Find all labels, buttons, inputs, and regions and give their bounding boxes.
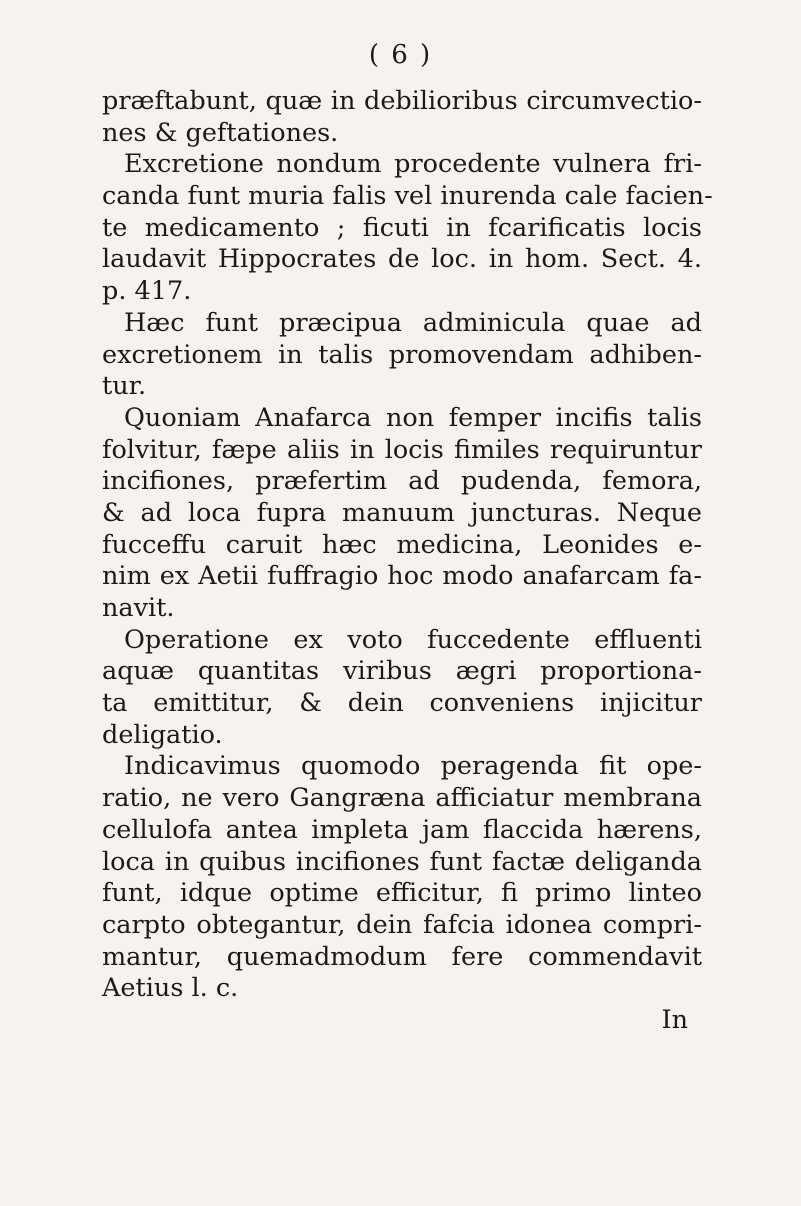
text-line: canda funt muria falis vel inurenda cale facien- [102, 181, 713, 212]
text-line: Quoniam Anafarca non femper incifis talis [124, 402, 702, 433]
text-line: tur. [102, 371, 147, 402]
text-line: nim ex Aetii fuffragio hoc modo anafarcam fa- [102, 561, 702, 592]
text-line: funt, idque optime efficitur, fi primo linteo [102, 878, 702, 909]
text-line: nes & geftationes. [102, 117, 339, 148]
text-line: Excretione nondum procedente vulnera fri- [124, 149, 702, 180]
text-line: Aetius l. c. [102, 973, 239, 1004]
text-line: te medicamento ; ficuti in fcarificatis locis [102, 212, 702, 243]
text-line: folvitur, fæpe aliis in locis fimiles requiruntur [102, 434, 702, 465]
text-line: aquæ quantitas viribus ægri proportiona- [102, 656, 702, 687]
text-line: fucceffu caruit hæc medicina, Leonides e- [102, 529, 702, 560]
text-line: Hæc funt præcipua adminicula quae ad [124, 307, 702, 338]
text-line: excretionem in talis promovendam adhiben- [102, 339, 702, 370]
text-line: loca in quibus incifiones funt factæ deliganda [102, 846, 702, 877]
text-line: præftabunt, quæ in debilioribus circumvectio- [102, 86, 702, 116]
text-line: Indicavimus quomodo peragenda fit ope- [124, 751, 702, 782]
text-line: carpto obtegantur, dein fafcia idonea compri- [102, 909, 702, 940]
text-line: ta emittitur, & dein conveniens injicitur [102, 688, 702, 719]
catchword: In [661, 1004, 688, 1035]
text-line: ratio, ne vero Gangræna afficiatur membrana [102, 783, 702, 814]
text-line: p. 417. [102, 276, 192, 307]
text-line: incifiones, præfertim ad pudenda, femora, [102, 466, 702, 497]
text-line: cellulofa antea impleta jam flaccida hærens, [102, 814, 702, 845]
body-text [102, 86, 713, 1037]
text-line: laudavit Hippocrates de loc. in hom. Sect. 4. [102, 244, 702, 275]
text-line: navit. [102, 593, 175, 623]
text-line: Operatione ex voto fuccedente effluenti [124, 624, 702, 655]
text-line: mantur, quemadmodum fere commendavit [102, 941, 702, 972]
page-number: ( 6 ) [368, 40, 433, 70]
text-line: & ad loca fupra manuum juncturas. Neque [102, 497, 702, 528]
text-line: deligatio. [102, 719, 223, 750]
